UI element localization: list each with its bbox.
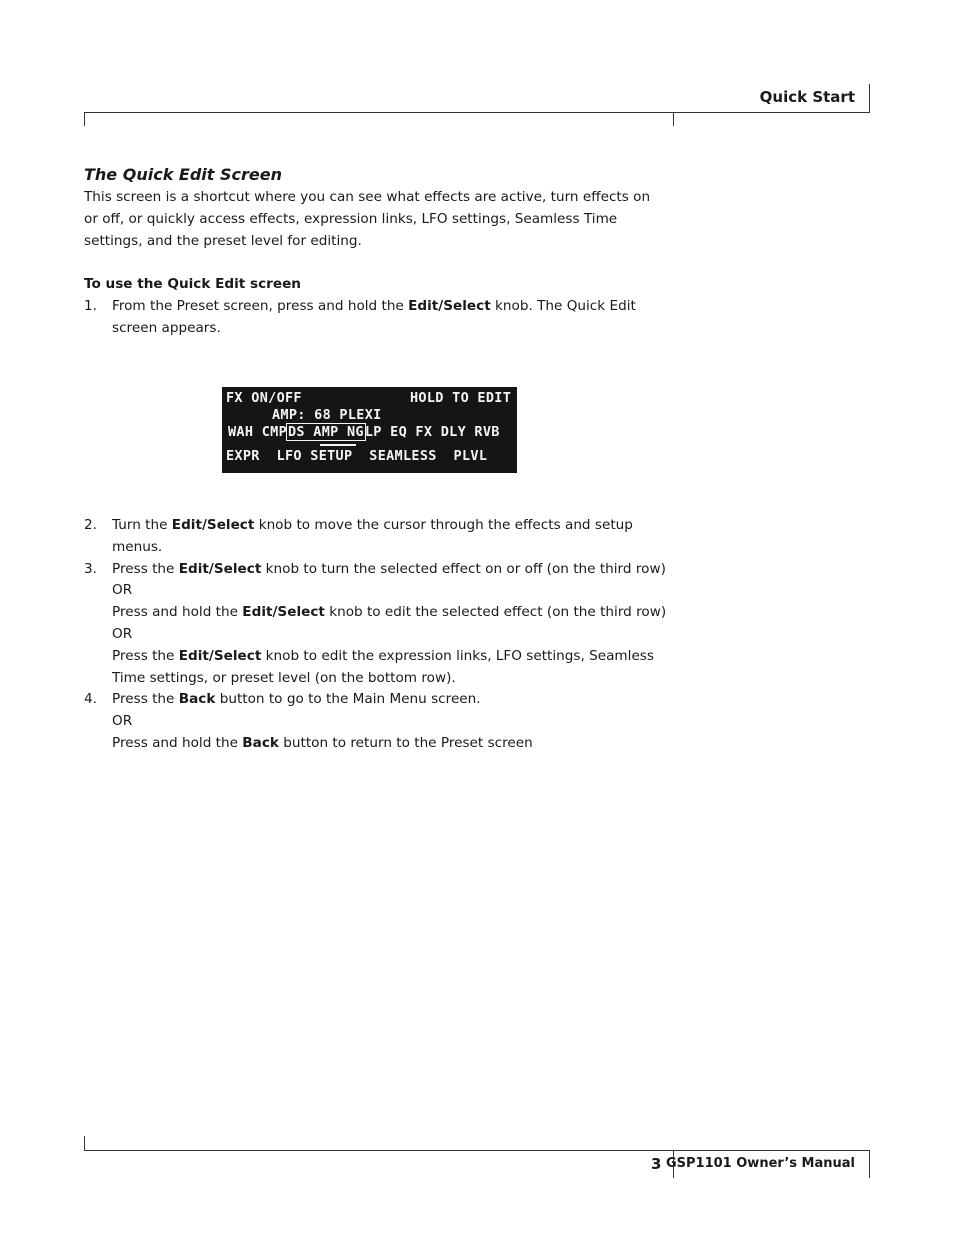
step-text: Press the: [112, 560, 179, 577]
header-left-tick: [84, 112, 85, 126]
lcd-row-2: AMP: 68 PLEXI: [272, 407, 382, 423]
step-text: knob to turn the selected effect on or off (on the third row): [261, 560, 666, 577]
lcd-selected-effects: DS AMP NG: [288, 424, 364, 440]
main-content: [84, 165, 664, 340]
step-text: button to return to the Preset screen: [278, 734, 533, 751]
section-title: Quick Start: [759, 88, 855, 106]
page-title: The Quick Edit Screen: [84, 165, 282, 184]
footer-right-tick: [869, 1150, 870, 1178]
step-3: [84, 559, 684, 690]
step-text: knob to edit the expression links, LFO settings, Seamless Time settings, or preset level (on the bottom row).: [112, 647, 654, 686]
step-number: 2.: [84, 517, 97, 533]
step-number: 4.: [84, 691, 97, 708]
or-label: OR: [112, 582, 133, 599]
control-name: Back: [242, 734, 279, 751]
lcd-row-1-left: FX ON/OFF: [226, 390, 302, 406]
step-text: Press and hold the: [112, 604, 243, 621]
step-text: Press the: [112, 647, 179, 664]
control-name: Edit/Select: [171, 517, 255, 533]
lcd-effects-left: WAH CMP: [228, 424, 287, 440]
control-name: Edit/Select: [408, 298, 491, 315]
step-number: 1.: [84, 298, 97, 315]
lcd-effects-right: LP EQ FX DLY RVB: [364, 424, 500, 440]
step-text: Press the: [112, 691, 179, 708]
step-text: From the Preset screen, press and hold the: [112, 298, 409, 315]
lcd-row-4: EXPR LFO SETUP SEAMLESS PLVL: [226, 448, 488, 464]
header-right-tick: [869, 84, 870, 113]
lcd-row-3: [228, 424, 500, 440]
control-name: Edit/Select: [178, 647, 262, 664]
procedure-heading: To use the Quick Edit screen: [84, 276, 301, 293]
control-name: Edit/Select: [242, 604, 325, 621]
step-text: knob to move the cursor through the effects and setup menus.: [112, 517, 633, 555]
lcd-row-1-right: HOLD TO EDIT: [410, 390, 512, 406]
manual-title: GSP1101 Owner’s Manual: [665, 1156, 855, 1171]
or-label: OR: [112, 713, 133, 730]
footer-rule: [84, 1150, 870, 1151]
step-text: Press and hold the: [112, 734, 243, 751]
quick-edit-lcd: [222, 387, 517, 473]
control-name: Edit/Select: [178, 560, 262, 577]
step-text: button to go to the Main Menu screen.: [215, 691, 481, 708]
page-number: 3: [651, 1155, 662, 1173]
steps-list-continued: [84, 515, 684, 755]
intro-paragraph: This screen is a shortcut where you can see what effects are active, turn effects on or off, or quickly access effects, expression links, LFO settings, Seamless Time settings, and the preset level for editing.: [84, 189, 651, 249]
or-label: OR: [112, 625, 133, 642]
step-number: 3.: [84, 560, 97, 577]
lcd-cursor-underline: [320, 444, 356, 446]
control-name: Back: [178, 691, 216, 708]
footer-left-tick: [84, 1136, 85, 1150]
step-4: [84, 689, 684, 754]
step-2: [84, 515, 684, 559]
step-text: knob. The Quick Edit screen appears.: [112, 298, 636, 336]
header-mid-tick: [673, 112, 674, 126]
steps-list: [84, 296, 664, 340]
header-rule: [84, 112, 870, 113]
step-text: knob to edit the selected effect (on the third row): [324, 604, 667, 621]
step-text: Turn the: [112, 517, 172, 533]
step-1: [84, 296, 664, 340]
